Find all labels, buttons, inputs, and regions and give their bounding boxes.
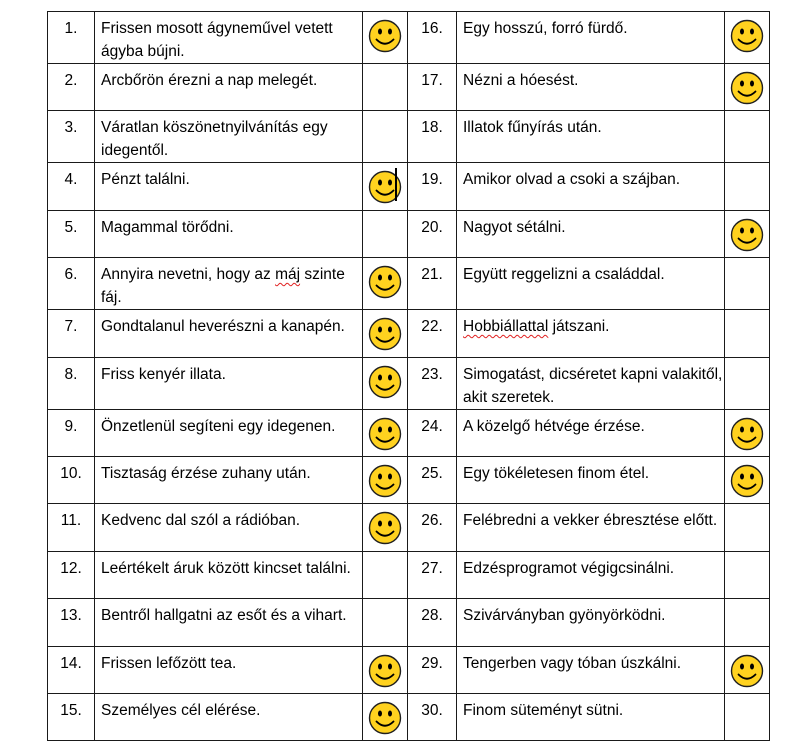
smiley-face-icon [368,265,402,299]
item-number: 25. [408,456,457,503]
item-number: 28. [408,599,457,646]
item-number: 17. [408,64,457,111]
item-number: 22. [408,310,457,357]
smiley-face-icon [730,19,764,53]
table-row [48,163,770,210]
activity-text: Edzésprogramot végigcsinálni. [457,551,725,598]
item-number: 26. [408,504,457,551]
activity-text: Szivárványban gyönyörködni. [457,599,725,646]
item-number: 27. [408,551,457,598]
item-number: 16. [408,12,457,64]
activity-text: Tisztaság érzése zuhany után. [95,456,363,503]
smiley-face-icon [730,71,764,105]
smiley-cell [725,693,770,740]
smiley-face-icon [368,464,402,498]
table-row [48,646,770,693]
activity-text: Gondtalanul heverészni a kanapén. [95,310,363,357]
table-row [48,599,770,646]
smiley-face-icon [730,654,764,688]
smiley-cell [725,163,770,210]
activity-text: Finom süteményt sütni. [457,693,725,740]
smiley-cell [725,210,770,257]
smiley-cell [363,693,408,740]
item-number: 19. [408,163,457,210]
misspelled-word: máj [275,266,301,284]
activity-text: Amikor olvad a csoki a szájban. [457,163,725,210]
smiley-cell [363,409,408,456]
smiley-face-icon [368,19,402,53]
smiley-cell [363,599,408,646]
activity-text: Bentről hallgatni az esőt és a vihart. [95,599,363,646]
smiley-cell [725,551,770,598]
table-row [48,357,770,409]
item-number: 13. [48,599,95,646]
item-number: 7. [48,310,95,357]
item-number: 21. [408,258,457,310]
table-row [48,210,770,257]
activity-text: Tengerben vagy tóban úszkálni. [457,646,725,693]
item-number: 5. [48,210,95,257]
item-number: 24. [408,409,457,456]
item-number: 11. [48,504,95,551]
activity-text: Együtt reggelizni a családdal. [457,258,725,310]
smiley-cell [363,310,408,357]
activity-text: Frissen mosott ágyneművel vetett ágyba bújni. [95,12,363,64]
table-row [48,258,770,310]
item-number: 12. [48,551,95,598]
item-number: 23. [408,357,457,409]
smiley-cell [363,551,408,598]
smiley-cell [725,409,770,456]
table-row [48,504,770,551]
table-row [48,12,770,64]
activity-text: Frissen lefőzött tea. [95,646,363,693]
item-number: 1. [48,12,95,64]
smiley-face-icon [368,317,402,351]
smiley-cell [363,64,408,111]
item-number: 2. [48,64,95,111]
activity-text: A közelgő hétvége érzése. [457,409,725,456]
item-number: 3. [48,111,95,163]
activity-text: Személyes cél elérése. [95,693,363,740]
table-row [48,64,770,111]
item-number: 10. [48,456,95,503]
item-number: 30. [408,693,457,740]
item-number: 29. [408,646,457,693]
smiley-cell [363,504,408,551]
activity-text: Egy tökéletesen finom étel. [457,456,725,503]
smiley-face-icon [730,464,764,498]
item-number: 14. [48,646,95,693]
smiley-cell [363,357,408,409]
table-row [48,456,770,503]
activity-text [95,258,363,310]
item-number: 4. [48,163,95,210]
smiley-face-icon [368,511,402,545]
smiley-cell [363,111,408,163]
activity-text: Felébredni a vekker ébresztése előtt. [457,504,725,551]
smiley-cell [363,258,408,310]
smiley-cell [363,646,408,693]
smiley-face-icon [368,701,402,735]
text-cursor [395,168,397,201]
activity-text: Magammal törődni. [95,210,363,257]
activity-text: Önzetlenül segíteni egy idegenen. [95,409,363,456]
smiley-cell [725,646,770,693]
smiley-cell [725,357,770,409]
activity-text: Arcbőrön érezni a nap melegét. [95,64,363,111]
table-row [48,111,770,163]
activity-text: Simogatást, dicséretet kapni valakitől, akit szeretek. [457,357,725,409]
activity-text: Friss kenyér illata. [95,357,363,409]
item-number: 9. [48,409,95,456]
smiley-cell [725,310,770,357]
smiley-cell [725,12,770,64]
misspelled-word: Hobbiállattal [463,318,549,336]
table-row [48,409,770,456]
activity-text: Illatok fűnyírás után. [457,111,725,163]
activity-text: Váratlan köszönetnyilvánítás egy idegentől. [95,111,363,163]
smiley-cell [363,210,408,257]
activity-text: Pénzt találni. [95,163,363,210]
item-number: 18. [408,111,457,163]
text-part: szinte fáj. [101,266,345,307]
activity-text: Nagyot sétálni. [457,210,725,257]
activity-text: Leértékelt áruk között kincset találni. [95,551,363,598]
table-row [48,310,770,357]
text-part: Annyira nevetni, hogy az [101,266,276,284]
item-number: 15. [48,693,95,740]
smiley-face-icon [368,654,402,688]
smiley-cell [725,456,770,503]
activity-text: Kedvenc dal szól a rádióban. [95,504,363,551]
text-part: játszani. [548,318,610,336]
smiley-cell [725,504,770,551]
activity-text: Egy hosszú, forró fürdő. [457,12,725,64]
smiley-face-icon [730,417,764,451]
smiley-cell [363,163,408,210]
item-number: 20. [408,210,457,257]
activity-text: Nézni a hóesést. [457,64,725,111]
smiley-face-icon [368,365,402,399]
activity-table [47,11,770,741]
smiley-cell [363,12,408,64]
table-row [48,551,770,598]
smiley-cell [725,258,770,310]
smiley-face-icon [730,218,764,252]
item-number: 6. [48,258,95,310]
item-number: 8. [48,357,95,409]
smiley-face-icon [368,417,402,451]
smiley-cell [725,599,770,646]
smiley-cell [363,456,408,503]
smiley-cell [725,111,770,163]
smiley-cell [725,64,770,111]
activity-text [457,310,725,357]
table-row [48,693,770,740]
